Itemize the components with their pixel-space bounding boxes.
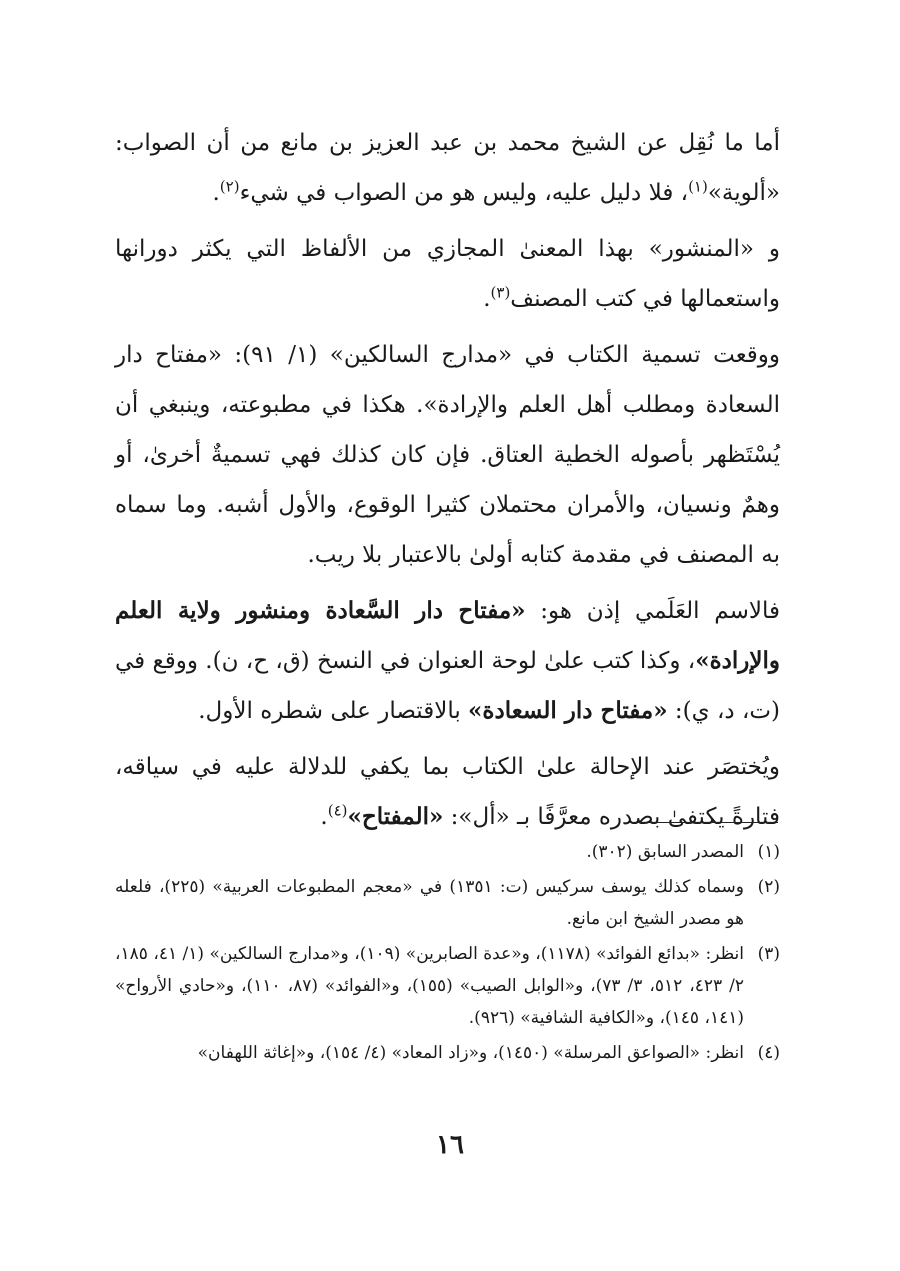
paragraph-4-text-a: فالاسم العَلَمي إذن هو: [525, 598, 780, 624]
paragraph-4-title-full: «مفتاح دار السَّعادة ومنشور ولاية العلم والإرادة» [115, 597, 780, 674]
footnote-text: وسماه كذلك يوسف سركيس (ت: ١٣٥١) في «معجم المطبوعات العربية» (٢٢٥)، فلعله هو مصدر الشيخ ابن مانع. [115, 877, 744, 929]
footnote-number: (١) [757, 842, 780, 862]
footnote-ref-4: (٤) [327, 801, 348, 820]
paragraph-2-text-b: . [483, 286, 491, 312]
footnote-separator [630, 822, 778, 823]
paragraph-4-title-short: «مفتاح دار السعادة» [468, 697, 668, 724]
paragraph-5 [115, 742, 780, 842]
footnote-ref-1: (١) [688, 177, 708, 196]
footnote-number: (٢) [757, 877, 780, 897]
footnote-4 [115, 1037, 780, 1069]
footnotes [115, 836, 780, 1072]
footnote-text: المصدر السابق (٣٠٢). [586, 842, 744, 862]
paragraph-4-text-e: بالاقتصار على شطره الأول. [198, 698, 469, 724]
main-text [115, 118, 780, 848]
footnote-1 [115, 836, 780, 868]
paragraph-3 [115, 330, 780, 580]
paragraph-5-text-c: . [320, 804, 328, 830]
paragraph-5-text-a: ويُختصَر عند الإحالة علىٰ الكتاب بما يكفي للدلالة عليه في سياقه، فتارةً يكتفىٰ بصدره معرَّفًا بـ «أل»: [115, 754, 780, 830]
paragraph-1-text-a: أما ما نُقِل عن الشيخ محمد بن عبد العزيز بن مانع من أن الصواب: «ألوية» [115, 130, 780, 206]
footnote-number: (٤) [757, 1043, 780, 1063]
paragraph-4 [115, 586, 780, 736]
footnote-text: انظر: «الصواعق المرسلة» (١٤٥٠)، و«زاد المعاد» (٤/ ١٥٤)، و«إغاثة اللهفان» [197, 1043, 744, 1063]
paragraph-2 [115, 224, 780, 324]
footnote-ref-2: (٢) [219, 177, 240, 196]
footnote-text: انظر: «بدائع الفوائد» (١١٧٨)، و«عدة الصابرين» (١٠٩)، و«مدارج السالكين» (١/ ٤١، ١٨٥، ٢/ ٤٢٣، ٥١٢، ٣/ ٧٣)، و«الوابل الصيب» (١٥٥)، و«الفوائد» (٨٧، ١١٠)، و«حادي الأرواح» (١٤١، ١٤٥)، و«الكافية الشافية» (٩٢٦). [115, 944, 745, 1028]
paragraph-1 [115, 118, 780, 218]
paragraph-4-text-c: ، وكذا كتب علىٰ لوحة العنوان في النسخ (ق، ح، ن). ووقع في (ت، د، ي): [115, 648, 780, 724]
footnote-3 [115, 938, 780, 1034]
paragraph-3-text: ووقعت تسمية الكتاب في «مدارج السالكين» (١/ ٩١): «مفتاح دار السعادة ومطلب أهل العلم والإرادة». هكذا في مطبوعته، وينبغي أن يُسْتَظهر بأصوله الخطية العتاق. فإن كان كذلك فهي تسميةٌ أخرىٰ، أو وهمٌ ونسيان، والأمران محتملان كثيرا الوقوع، والأول أشبه. وما سماه به المصنف في مقدمة كتابه أولىٰ بالاعتبار بلا ريب. [115, 342, 781, 568]
paragraph-2-text-a: و «المنشور» بهذا المعنىٰ المجازي من الألفاظ التي يكثر دورانها واستعمالها في كتب المصنف [115, 236, 780, 312]
paragraph-5-title: «المفتاح» [347, 803, 444, 830]
footnote-ref-3: (٣) [490, 283, 511, 302]
footnote-number: (٣) [757, 944, 780, 964]
paragraph-1-text-c: . [212, 180, 220, 206]
paragraph-1-text-b: ، فلا دليل عليه، وليس هو من الصواب في شيء [239, 180, 689, 206]
page-number: ١٦ [436, 1130, 464, 1160]
footnote-2 [115, 871, 780, 935]
